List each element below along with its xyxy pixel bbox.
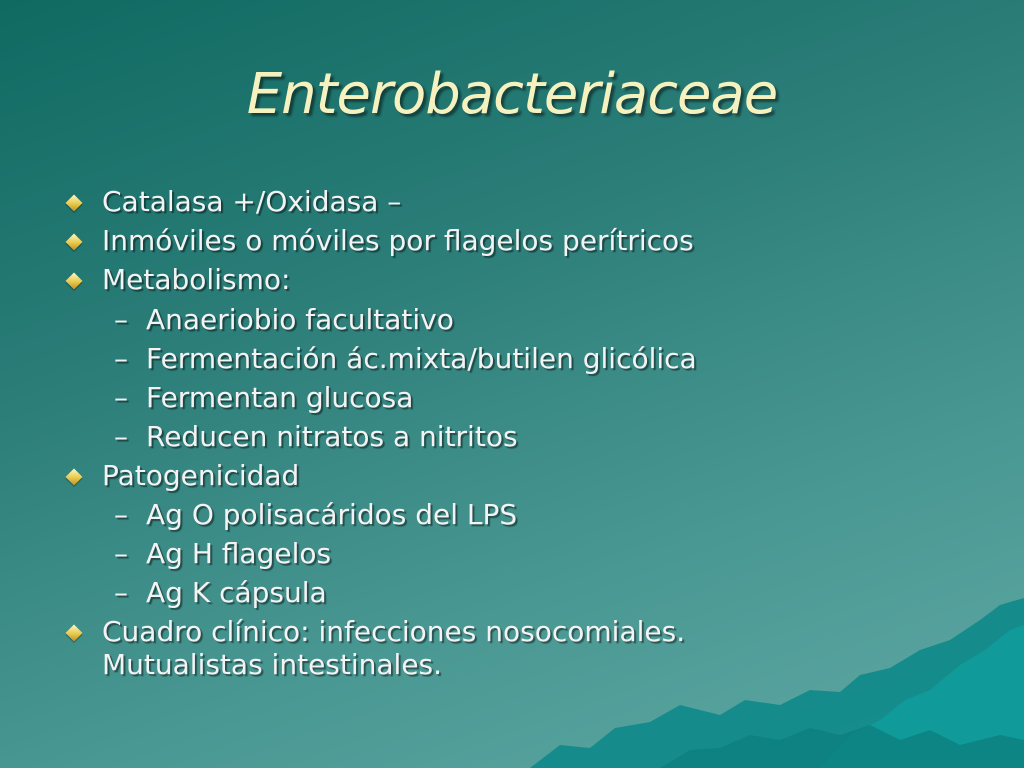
sub-bullet-ag-k: Ag K cápsula — [146, 576, 327, 609]
sub-bullet-dash: – — [114, 537, 128, 570]
diamond-bullet-icon — [66, 273, 83, 290]
bullet-patogenicidad: Patogenicidad — [102, 459, 300, 492]
sub-bullet-fermentacion: Fermentación ác.mixta/butilen glicólica — [146, 342, 697, 375]
sub-bullet-ag-o: Ag O polisacáridos del LPS — [146, 498, 518, 531]
diamond-bullet-icon — [66, 469, 83, 486]
sub-bullet-dash: – — [114, 498, 128, 531]
diamond-bullet-icon — [66, 234, 83, 251]
diamond-bullet-icon — [66, 195, 83, 212]
sub-bullet-dash: – — [114, 381, 128, 414]
sub-bullet-dash: – — [114, 576, 128, 609]
slide-title: Enterobacteriaceae — [246, 62, 778, 127]
diamond-bullet-icon — [66, 625, 83, 642]
sub-bullet-dash: – — [114, 303, 128, 336]
bullet-inmoviles: Inmóviles o móviles por flagelos perítricos — [102, 224, 694, 257]
sub-bullet-dash: – — [114, 420, 128, 453]
sub-bullet-ag-h: Ag H flagelos — [146, 537, 332, 570]
bullet-cuadro-clinico-line2: Mutualistas intestinales. — [102, 648, 443, 681]
sub-bullet-dash: – — [114, 342, 128, 375]
bullet-cuadro-clinico: Cuadro clínico: infecciones nosocomiales. — [102, 615, 686, 648]
sub-bullet-anaeriobio: Anaeriobio facultativo — [146, 303, 454, 336]
sub-bullet-fermentan: Fermentan glucosa — [146, 381, 414, 414]
bullet-catalasa: Catalasa +/Oxidasa – — [102, 185, 402, 218]
sub-bullet-reducen: Reducen nitratos a nitritos — [146, 420, 518, 453]
bullet-metabolismo: Metabolismo: — [102, 263, 291, 296]
